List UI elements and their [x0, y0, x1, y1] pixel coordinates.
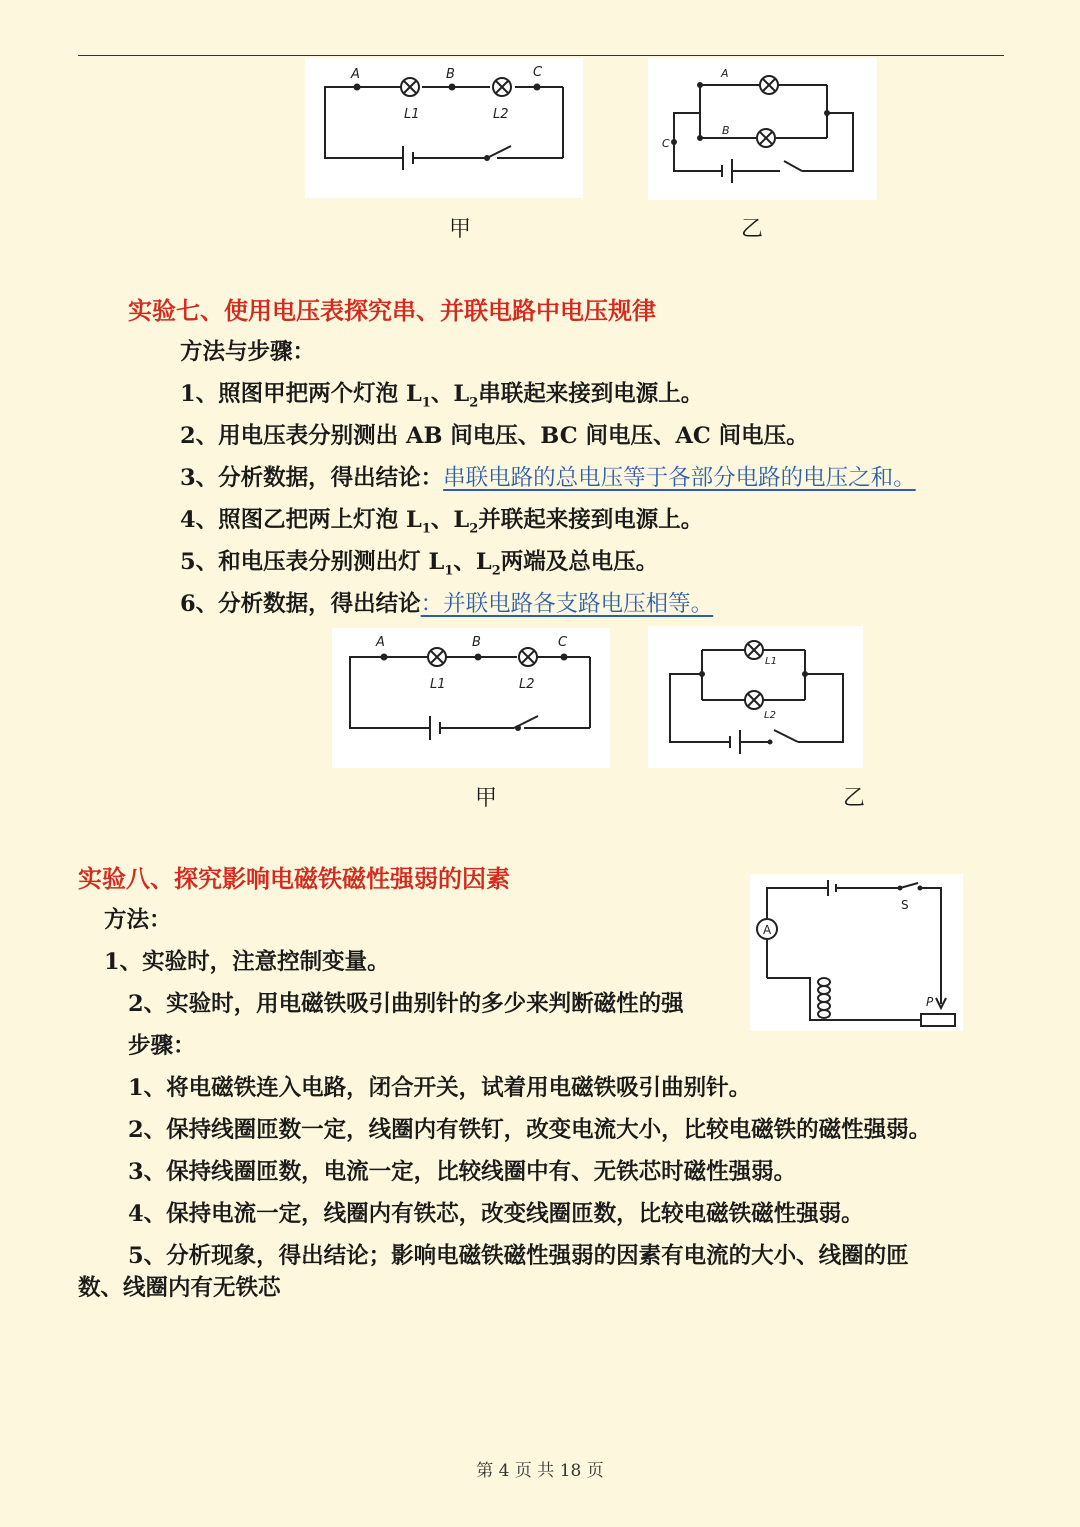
series-circuit-figure-mid [332, 628, 610, 768]
step1-mid: 、L [430, 381, 470, 407]
step3-prefix: 3、分析数据，得出结论： [180, 465, 444, 491]
series-circuit-figure-top [305, 58, 583, 198]
step1-prefix: 1、照图甲把两个灯泡 L [180, 381, 422, 407]
exp8-step-5-line-2: 数、线圈内有无铁芯 [78, 1275, 281, 1301]
step4-prefix: 4、照图乙把两上灯泡 L [180, 507, 422, 533]
step5-mid: 、L [453, 549, 492, 575]
parallel-conclusion: ：并联电路各支路电压相等。 [420, 591, 714, 617]
label-s: S [901, 898, 909, 912]
step6-prefix: 6、分析数据，得出结论 [180, 591, 421, 617]
label-l2: L2 [493, 107, 509, 122]
label-b: B [722, 124, 730, 137]
label-c: C [662, 137, 670, 150]
exp8-step-1: 1、将电磁铁连入电路，闭合开关，试着用电磁铁吸引曲别针。 [128, 1075, 752, 1101]
caption-jia-top: 甲 [448, 217, 471, 242]
sub-2: 2 [469, 521, 479, 537]
exp8-step-4: 4、保持电流一定，线圈内有铁芯，改变线圈匝数，比较电磁铁磁性强弱。 [128, 1201, 864, 1227]
exp7-step-3 [180, 460, 916, 492]
exp7-step-6 [180, 586, 713, 618]
label-a: A [351, 67, 360, 82]
parallel-circuit-figure-top [648, 58, 877, 200]
header-rule [78, 55, 1004, 56]
label-l1: L1 [404, 107, 420, 122]
series-conclusion: 串联电路的总电压等于各部分电路的电压之和。 [443, 465, 916, 491]
sub-1: 1 [444, 563, 454, 579]
ammeter-label: A [763, 923, 772, 937]
label-c: C [533, 65, 543, 80]
page-footer: 第 4 页 共 18 页 [476, 1461, 604, 1481]
label-p: P [926, 995, 934, 1009]
exp7-title: 实验七、使用电压表探究串、并联电路中电压规律 [128, 296, 656, 325]
sub-2: 2 [469, 395, 479, 411]
label-l1: L1 [430, 677, 446, 692]
exp8-steps-heading: 步骤： [128, 1033, 196, 1059]
parallel-circuit-figure-mid [648, 626, 863, 768]
label-l2: L2 [519, 677, 535, 692]
label-a: A [376, 635, 385, 650]
step4-suffix: 并联起来接到电源上。 [478, 507, 704, 533]
exp7-method-heading: 方法与步骤： [180, 339, 316, 365]
sub-2: 2 [491, 563, 501, 579]
step5-prefix: 5、和电压表分别测出灯 L [180, 549, 445, 575]
step4-mid: 、L [430, 507, 470, 533]
step1-suffix: 串联起来接到电源上。 [478, 381, 704, 407]
label-l1: L1 [765, 656, 777, 667]
exp7-step-2: 2、用电压表分别测出 AB 间电压、BC 间电压、AC 间电压。 [180, 423, 809, 449]
exp7-step-4 [180, 502, 703, 537]
exp8-step-5-line-1: 5、分析现象，得出结论；影响电磁铁磁性强弱的因素有电流的大小、线圈的匝 [128, 1243, 909, 1269]
electromagnet-circuit-figure [750, 874, 963, 1031]
label-a: A [721, 67, 729, 80]
exp7-step-1 [180, 376, 703, 411]
exp8-method-2: 2、实验时，用电磁铁吸引曲别针的多少来判断磁性的强 [128, 991, 684, 1017]
sub-1: 1 [421, 521, 431, 537]
exp8-step-2: 2、保持线圈匝数一定，线圈内有铁钉，改变电流大小，比较电磁铁的磁性强弱。 [128, 1117, 932, 1143]
exp7-step-5 [180, 544, 658, 579]
step5-suffix: 两端及总电压。 [500, 549, 659, 575]
exp8-method-1: 1、实验时，注意控制变量。 [104, 949, 390, 975]
exp8-step-3: 3、保持线圈匝数，电流一定，比较线圈中有、无铁芯时磁性强弱。 [128, 1159, 797, 1185]
caption-yi-mid: 乙 [842, 786, 865, 811]
exp8-title: 实验八、探究影响电磁铁磁性强弱的因素 [78, 864, 510, 893]
label-l2: L2 [764, 710, 776, 721]
sub-1: 1 [421, 395, 431, 411]
caption-yi-top: 乙 [740, 217, 763, 242]
caption-jia-mid: 甲 [474, 786, 497, 811]
label-b: B [446, 67, 455, 82]
label-b: B [472, 635, 481, 650]
label-c: C [558, 635, 568, 650]
exp8-method-heading: 方法： [104, 907, 172, 933]
